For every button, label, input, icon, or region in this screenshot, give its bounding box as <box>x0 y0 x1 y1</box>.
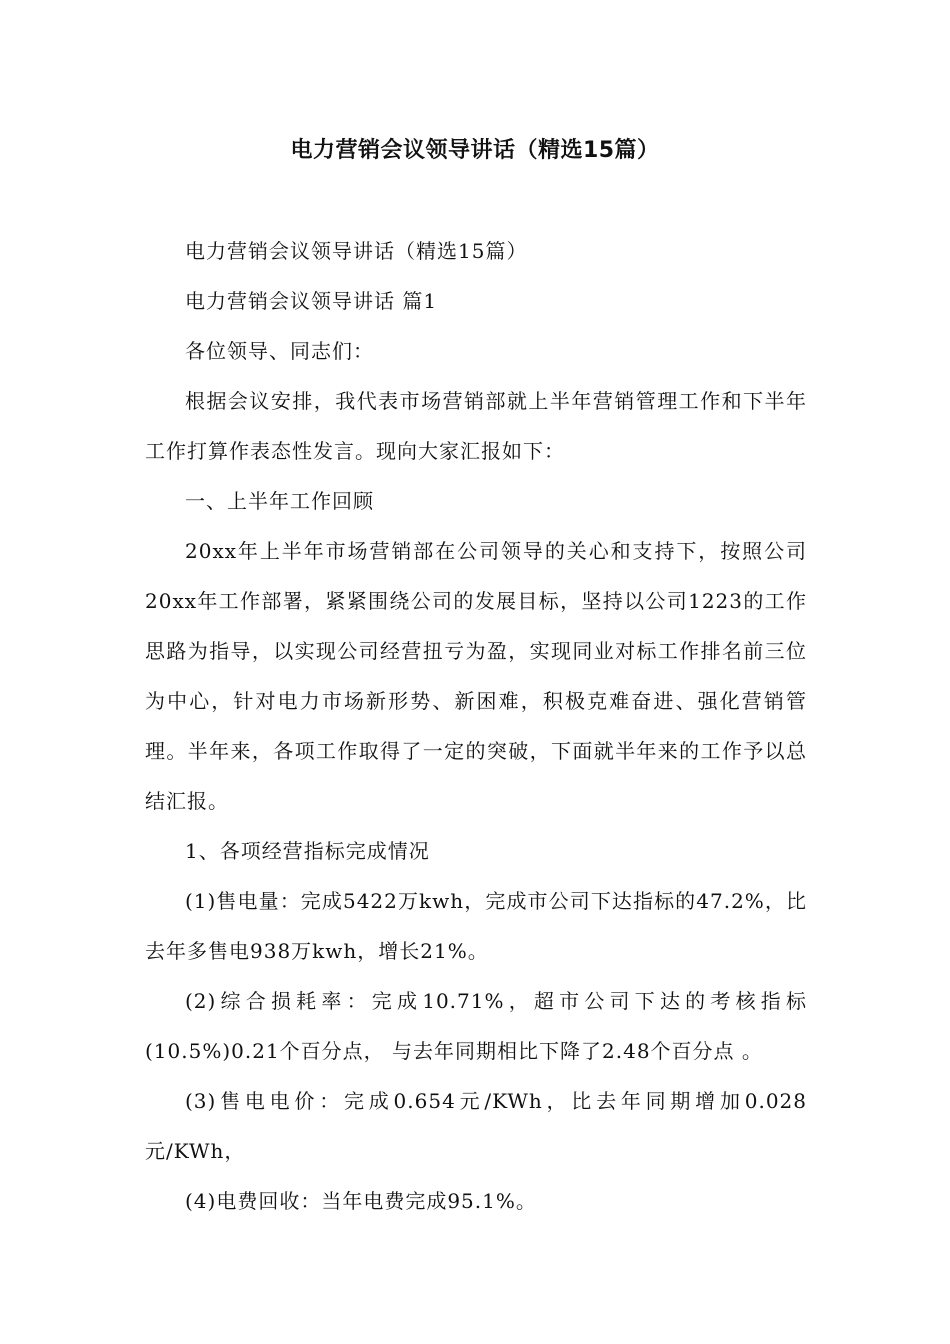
paragraph-item-price: (3)售电电价：完成0.654元/KWh，比去年同期增加0.028元/KWh， <box>145 1089 807 1163</box>
document-body <box>145 226 807 1226</box>
paragraph-intro: 根据会议安排，我代表市场营销部就上半年营销管理工作和下半年工作打算作表态性发言。现向大家汇报如下： <box>145 389 807 463</box>
paragraph-subtitle: 电力营销会议领导讲话（精选15篇） <box>185 239 528 263</box>
paragraph-item-sales: (1)售电量：完成5422万kwh，完成市公司下达指标的47.2%，比去年多售电938万kwh，增长21%。 <box>145 889 807 963</box>
document-title: 电力营销会议领导讲话（精选15篇） <box>290 138 660 163</box>
paragraph-item-collection: (4)电费回收：当年电费完成95.1%。 <box>185 1189 537 1213</box>
paragraph-heading-review: 一、上半年工作回顾 <box>185 489 374 513</box>
paragraph-salutation: 各位领导、同志们： <box>185 339 374 363</box>
paragraph-item-loss-rate: (2)综合损耗率：完成10.71%，超市公司下达的考核指标(10.5%)0.21个百分点， 与去年同期相比下降了2.48个百分点 。 <box>145 989 807 1063</box>
paragraph-review-body: 20xx年上半年市场营销部在公司领导的关心和支持下，按照公司20xx年工作部署，紧紧围绕公司的发展目标，坚持以公司1223的工作思路为指导，以实现公司经营扭亏为盈，实现同业对标工作排名前三位为中心，针对电力市场新形势、新困难，积极克难奋进、强化营销管理。半年来，各项工作取得了一定的突破，下面就半年来的工作予以总结汇报。 <box>145 539 807 813</box>
paragraph-indicators-heading: 1、各项经营指标完成情况 <box>185 839 430 863</box>
paragraph-section-heading: 电力营销会议领导讲话 篇1 <box>185 289 438 313</box>
